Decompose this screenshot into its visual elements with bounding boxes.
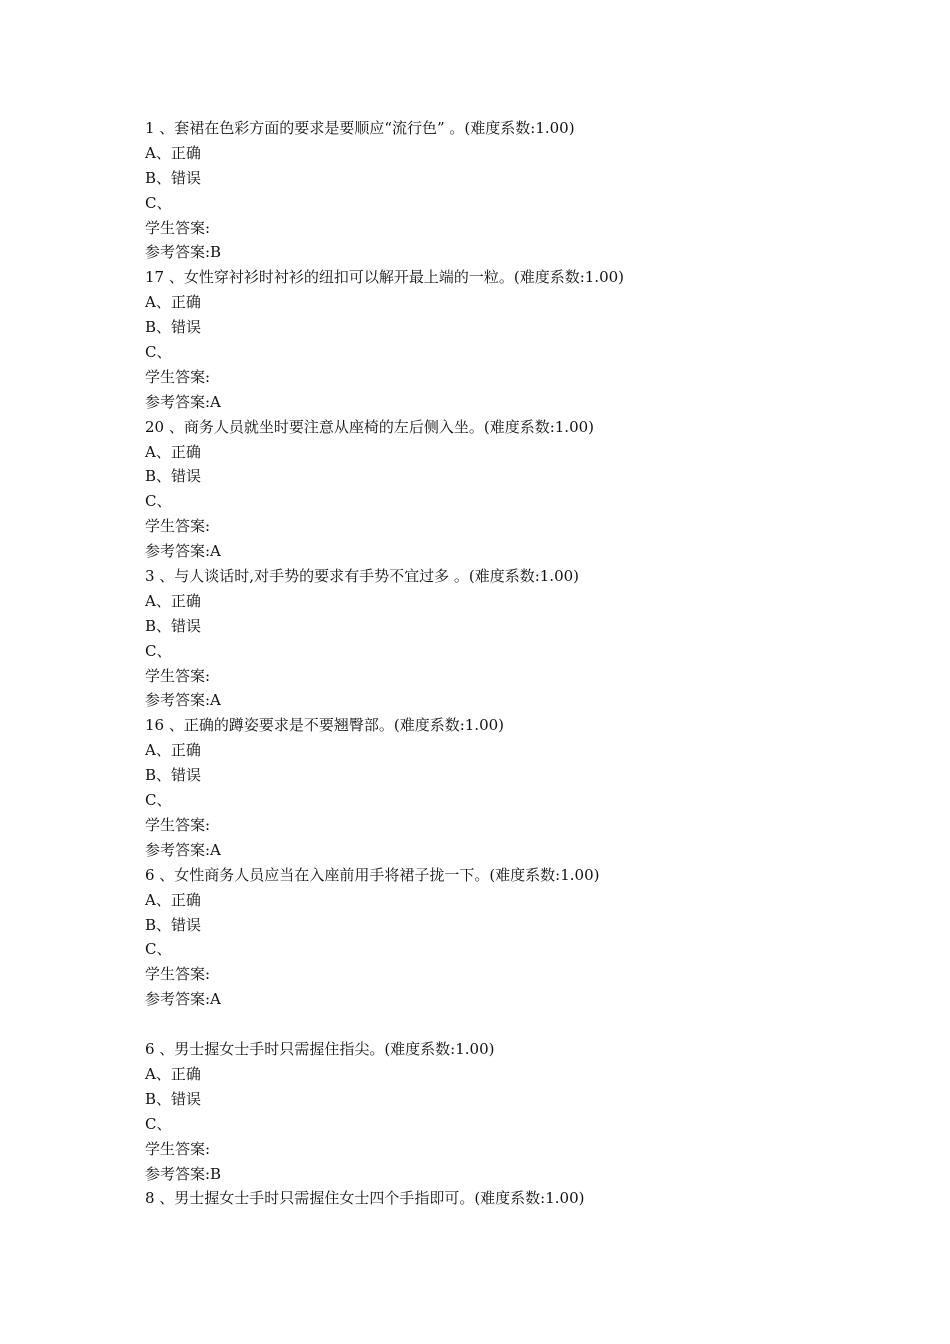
option-b: B、错误 <box>145 766 202 785</box>
question-7 <box>145 1037 905 1186</box>
option-a: A、正确 <box>145 591 201 610</box>
student-answer: 学生答案: <box>145 218 211 237</box>
option-a: A、正确 <box>145 442 201 461</box>
option-a: A、正确 <box>145 143 201 162</box>
option-c: C、 <box>145 791 172 810</box>
option-c: C、 <box>145 940 172 959</box>
question-stem: 17 、女性穿衬衫时衬衫的纽扣可以解开最上端的一粒。(难度系数:1.00) <box>145 268 625 287</box>
option-c: C、 <box>145 193 172 212</box>
option-b: B、错误 <box>145 1089 202 1108</box>
question-stem: 8 、男士握女士手时只需握住女士四个手指即可。(难度系数:1.00) <box>145 1189 585 1208</box>
option-c: C、 <box>145 492 172 511</box>
student-answer: 学生答案: <box>145 367 211 386</box>
question-stem: 16 、正确的蹲姿要求是不要翘臀部。(难度系数:1.00) <box>145 716 505 735</box>
reference-answer: 参考答案:A <box>145 542 221 561</box>
student-answer: 学生答案: <box>145 965 211 984</box>
question-stem: 6 、女性商务人员应当在入座前用手将裙子拢一下。(难度系数:1.00) <box>145 865 600 884</box>
option-b: B、错误 <box>145 915 202 934</box>
reference-answer: 参考答案:B <box>145 1164 222 1183</box>
option-a: A、正确 <box>145 741 201 760</box>
question-3 <box>145 415 905 564</box>
reference-answer: 参考答案:B <box>145 243 222 262</box>
student-answer: 学生答案: <box>145 815 211 834</box>
reference-answer: 参考答案:A <box>145 392 221 411</box>
reference-answer: 参考答案:A <box>145 691 221 710</box>
question-stem: 1 、套裙在色彩方面的要求是要顺应“流行色” 。(难度系数:1.00) <box>145 119 575 137</box>
option-a: A、正确 <box>145 1064 201 1083</box>
option-b: B、错误 <box>145 616 202 635</box>
option-b: B、错误 <box>145 168 202 187</box>
document-page <box>145 116 905 1211</box>
option-b: B、错误 <box>145 467 202 486</box>
question-stem: 6 、男士握女士手时只需握住指尖。(难度系数:1.00) <box>145 1040 495 1059</box>
question-5 <box>145 713 905 862</box>
option-b: B、错误 <box>145 318 202 337</box>
reference-answer: 参考答案:A <box>145 990 221 1009</box>
question-8 <box>145 1186 905 1211</box>
question-stem: 20 、商务人员就坐时要注意从座椅的左后侧入坐。(难度系数:1.00) <box>145 417 595 436</box>
student-answer: 学生答案: <box>145 517 211 536</box>
question-4 <box>145 564 905 713</box>
student-answer: 学生答案: <box>145 1139 211 1158</box>
option-a: A、正确 <box>145 890 201 909</box>
option-c: C、 <box>145 343 172 362</box>
question-2 <box>145 265 905 414</box>
student-answer: 学生答案: <box>145 666 211 685</box>
option-a: A、正确 <box>145 293 201 312</box>
question-stem: 3 、与人谈话时,对手势的要求有手势不宜过多 。(难度系数:1.00) <box>145 567 580 586</box>
option-c: C、 <box>145 1114 172 1133</box>
question-1 <box>145 116 905 265</box>
question-6 <box>145 863 905 1012</box>
reference-answer: 参考答案:A <box>145 840 221 859</box>
option-c: C、 <box>145 641 172 660</box>
